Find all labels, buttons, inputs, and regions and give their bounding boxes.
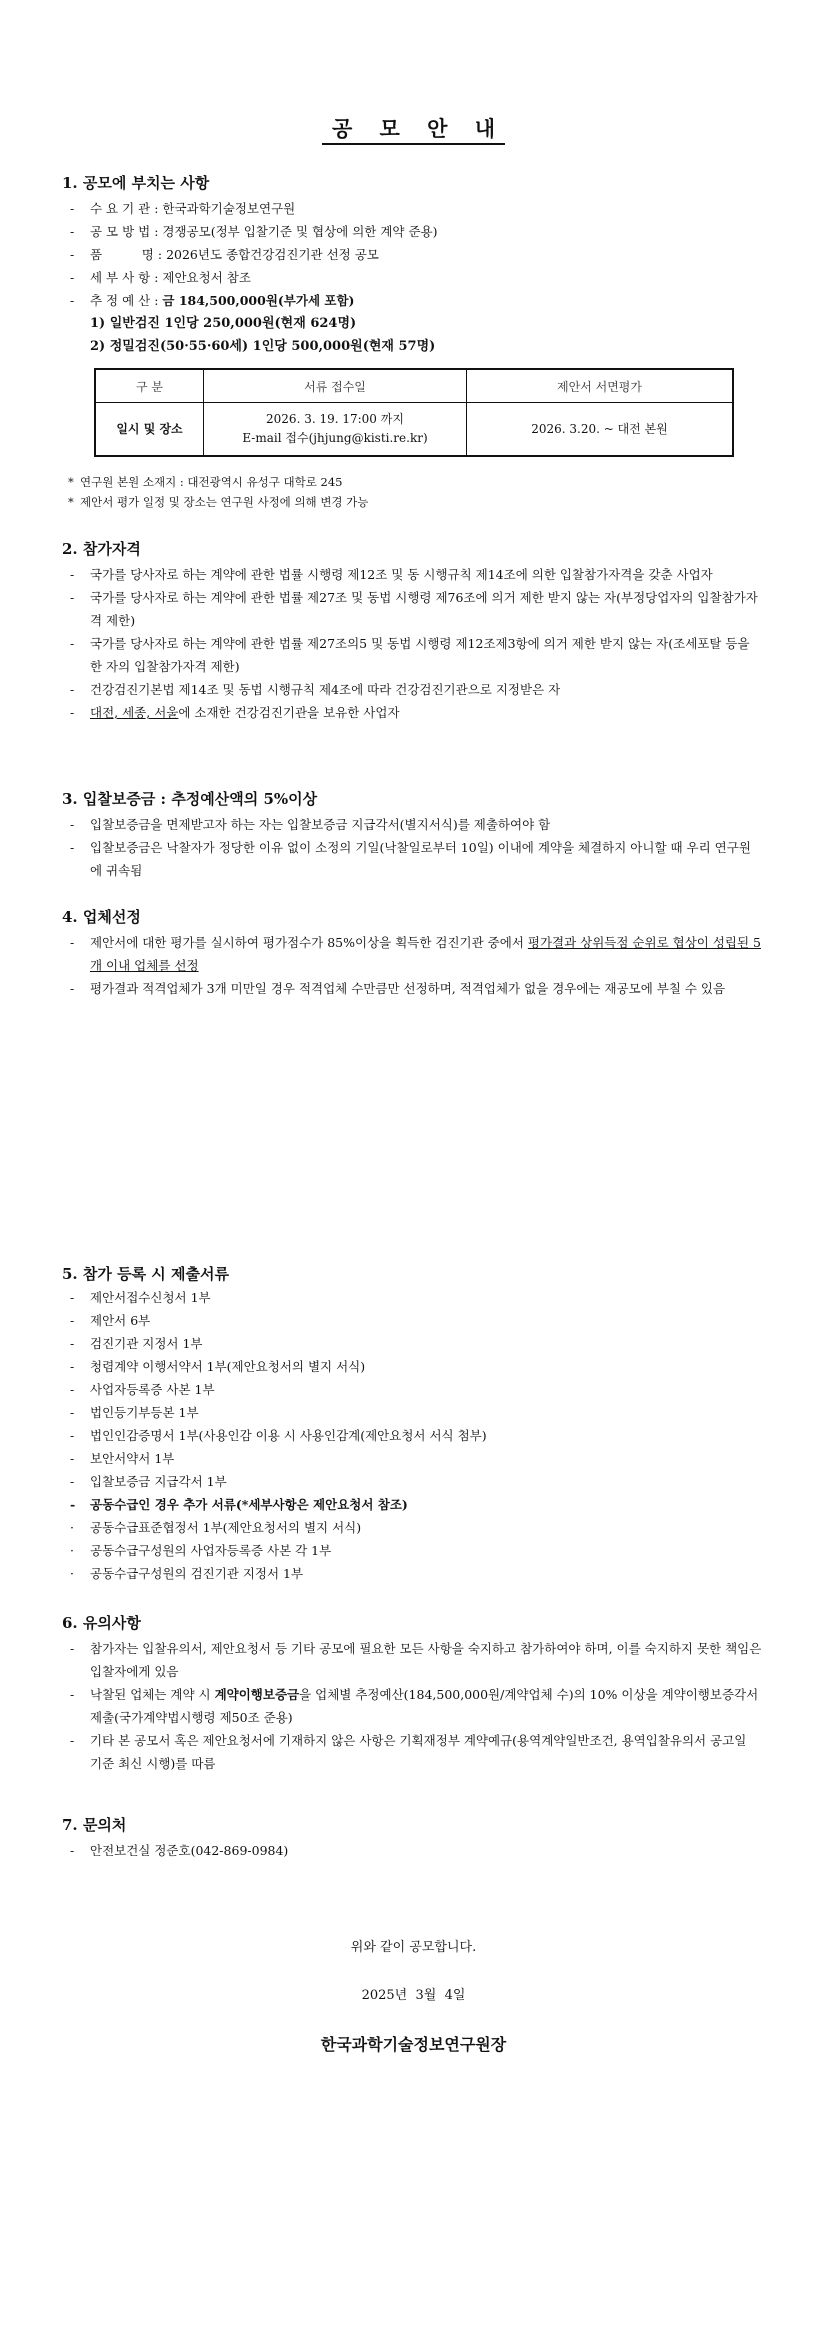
qualification-2: - 국가를 당사자로 하는 계약에 관한 법률 제27조 및 동법 시행령 제76조에 의거 제한 받지 않는 자(부정당업자의 입찰참가자격 제한) [70,590,758,628]
item-line: - 품 명 : 2026년도 종합건강검진기관 선정 공모 [70,247,379,262]
issuer-name: 한국과학기술정보연구원장 [320,2035,507,2054]
note-1: * 연구원 본원 소재지 : 대전광역시 유성구 대학로 245 [68,475,343,489]
section-5 [62,1263,762,1585]
note-2: * 제안서 평가 일정 및 장소는 연구원 사정에 의해 변경 가능 [68,495,369,509]
contact-line: - 안전보건실 정준호(042-869-0984) [70,1843,289,1858]
joint-heading: - 공동수급인 경우 추가 서류(*세부사항은 제안요청서 참조) [70,1497,408,1512]
caution-1: - 참가자는 입찰유의서, 제안요청서 등 기타 공모에 필요한 모든 사항을 숙지하고 참가하여야 하며, 이를 숙지하지 못한 책임은 입찰자에게 있음 [70,1641,762,1679]
section-5-heading: 5. 참가 등록 시 제출서류 [62,1265,229,1283]
deposit-1: - 입찰보증금을 면제받고자 하는 자는 입찰보증금 지급각서(별지서식)를 제출하여야 함 [70,817,551,832]
table-header-doc-date: 서류 접수일 [204,369,467,403]
section-1 [62,172,762,358]
section-1-heading: 1. 공모에 부치는 사항 [62,174,210,192]
details-line: - 세 부 사 항 : 제안요청서 참조 [70,270,251,285]
budget-sub-2: 2) 정밀검진(50·55·60세) 1인당 500,000원(현재 57명) [90,339,436,354]
section-2-heading: 2. 참가자격 [62,540,141,558]
table-cell-doc-date: 2026. 3. 19. 17:00 까지 E-mail 접수(jhjung@kisti.re.kr) [204,403,467,457]
selection-2: - 평가결과 적격업체가 3개 미만일 경우 적격업체 수만큼만 선정하며, 적격업체가 없을 경우에는 재공모에 부칠 수 있음 [70,981,726,996]
doc-9: - 입찰보증금 지급각서 1부 [70,1474,227,1489]
section-6-heading: 6. 유의사항 [62,1614,141,1632]
doc-7: - 법인인감증명서 1부(사용인감 이용 시 사용인감계(제안요청서 서식 첨부) [70,1428,487,1443]
doc-2: - 제안서 6부 [70,1313,151,1328]
table-row-label: 일시 및 장소 [95,403,204,457]
budget-line: - 추 정 예 산 : 금 184,500,000원(부가세 포함) [70,293,355,308]
caution-3: - 기타 본 공모서 혹은 제안요청서에 기재하지 않은 사항은 기획재정부 계약예규(용역계약일반조건, 용역입찰유의서 공고일 기준 최신 시행)를 따름 [70,1733,747,1771]
budget-sub-1: 1) 일반검진 1인당 250,000원(현재 624명) [90,316,357,331]
agency-line: - 수 요 기 관 : 한국과학기술정보연구원 [70,201,296,216]
joint-doc-1: · 공동수급표준협정서 1부(제안요청서의 별지 서식) [70,1520,362,1535]
doc-1: - 제안서접수신청서 1부 [70,1290,211,1305]
table-cell-eval: 2026. 3.20. ~ 대전 본원 [467,403,734,457]
closing-line: 위와 같이 공모합니다. [350,1940,477,1955]
section-1-notes [62,472,762,512]
qualification-3: - 국가를 당사자로 하는 계약에 관한 법률 제27조의5 및 동법 시행령 제12조제3항에 의거 제한 받지 않는 자(조세포탈 등을 한 자의 입찰참가자격 제한) [70,636,750,674]
section-4 [62,906,762,1000]
section-3 [62,788,762,882]
doc-6: - 법인등기부등본 1부 [70,1405,199,1420]
doc-8: - 보안서약서 1부 [70,1451,175,1466]
selection-1: - 제안서에 대한 평가를 실시하여 평가점수가 85%이상을 획득한 검진기관 중에서 평가결과 상위득점 순위로 협상이 성립된 5개 이내 업체를 선정 [70,935,761,973]
doc-5: - 사업자등록증 사본 1부 [70,1382,215,1397]
table-header-category: 구 분 [95,369,204,403]
table-header-eval: 제안서 서면평가 [467,369,734,403]
deposit-2: - 입찰보증금은 낙찰자가 정당한 이유 없이 소정의 기일(낙찰일로부터 10일) 이내에 계약을 체결하지 아니할 때 우리 연구원에 귀속됨 [70,840,751,878]
qualification-4: - 건강검진기본법 제14조 및 동법 시행규칙 제4조에 따라 건강검진기관으로 지정받은 자 [70,682,561,697]
schedule-table [94,368,734,457]
section-7-heading: 7. 문의처 [62,1816,127,1834]
notice-date: 2025년 3월 4일 [361,1988,466,2003]
method-line: - 공 모 방 법 : 경쟁공모(정부 입찰기준 및 협상에 의한 계약 준용) [70,224,438,239]
doc-3: - 검진기관 지정서 1부 [70,1336,203,1351]
qualification-1: - 국가를 당사자로 하는 계약에 관한 법률 시행령 제12조 및 동 시행규칙 제14조에 의한 입찰참가자격을 갖춘 사업자 [70,567,713,582]
doc-4: - 청렴계약 이행서약서 1부(제안요청서의 별지 서식) [70,1359,366,1374]
joint-doc-3: · 공동수급구성원의 검진기관 지정서 1부 [70,1566,304,1581]
section-6 [62,1612,762,1775]
section-4-heading: 4. 업체선정 [62,908,141,926]
page-title: 공 모 안 내 [0,113,827,143]
joint-doc-2: · 공동수급구성원의 사업자등록증 사본 각 1부 [70,1543,332,1558]
qualification-5: - 대전, 세종, 서울에 소재한 건강검진기관을 보유한 사업자 [70,705,400,720]
section-3-heading: 3. 입찰보증금 : 추정예산액의 5%이상 [62,790,318,808]
caution-2: - 낙찰된 업체는 계약 시 계약이행보증금을 업체별 추정예산(184,500,000원/계약업체 수)의 10% 이상을 계약이행보증각서 제출(국가계약법시행령 제50조 준용) [70,1687,759,1725]
section-7 [62,1814,762,1862]
section-2 [62,538,762,724]
